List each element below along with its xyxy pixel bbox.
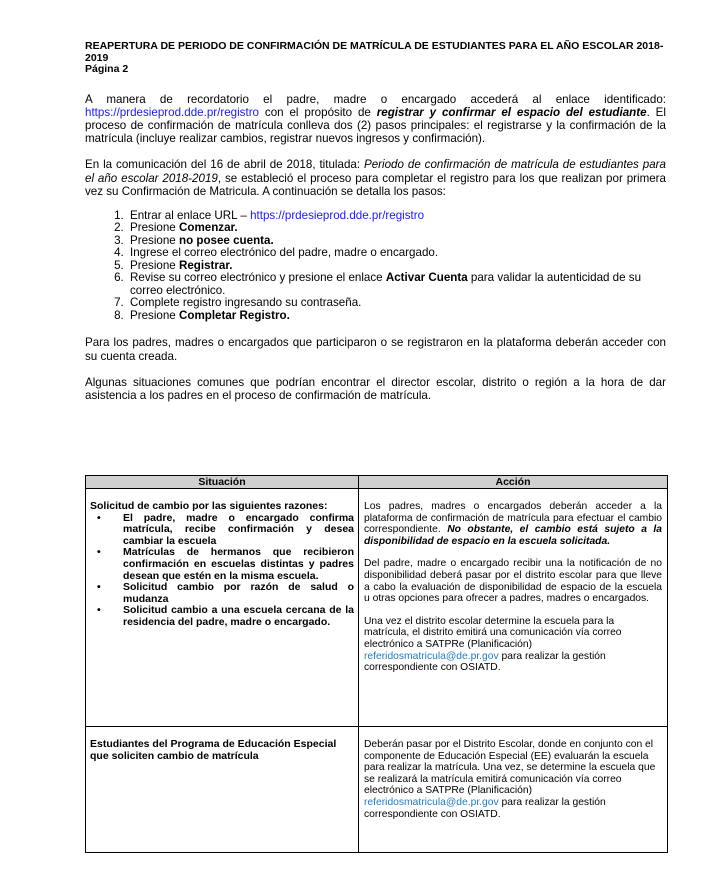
- intro-text: con el propósito de: [259, 105, 377, 119]
- table-row: [86, 489, 668, 727]
- intro-text: A manera de recordatorio el padre, madre o encargado accederá al enlace identificado:: [85, 92, 666, 106]
- action-text: para realizar la gestión correspondiente con OSIATD.: [364, 796, 606, 820]
- situation-cell: [86, 489, 359, 727]
- document-title: REAPERTURA DE PERIODO DE CONFIRMACIÓN DE MATRÍCULA DE ESTUDIANTES PARA EL AÑO ESCOLAR 2018-2019: [85, 40, 664, 64]
- step-bold: Completar Registro.: [178, 308, 290, 322]
- step-text: Ingrese el correo electrónico del padre, madre o encargado.: [130, 246, 439, 260]
- referidos-email-link[interactable]: referidosmatricula@de.pr.gov: [364, 650, 499, 662]
- returning-users-paragraph: Para los padres, madres o encargados que participaron o se registraron en la plataforma deberán acceder con su cuenta creada.: [85, 336, 666, 363]
- situations-table: [85, 475, 668, 853]
- step-registro-link[interactable]: https://prdesieprod.dde.pr/registro: [250, 208, 425, 222]
- situation-bullet: • El padre, madre o encargado confirma matrícula, recibe confirmación y desea cambiar la escuela: [121, 513, 354, 548]
- communication-title: Periodo de confirmación de matrícula de estudiantes para el año escolar 2018-2019: [85, 158, 666, 185]
- action-text: Los padres, madres o encargados deberán acceder a la plataforma de confirmación de matrícula para efectuar el cambio correspondiente.: [364, 501, 662, 536]
- step-text: Revise su correo electrónico y presione el enlace: [130, 271, 386, 285]
- action-paragraph: [364, 739, 662, 820]
- step-text: Presione: [130, 308, 179, 322]
- situation-bullet: • Solicitud cambio a una escuela cercana de la residencia del padre, madre o encargado.: [121, 605, 354, 628]
- intro-paragraph: [85, 93, 666, 146]
- communication-paragraph: [85, 158, 666, 198]
- registro-link[interactable]: https://prdesieprod.dde.pr/registro: [85, 105, 260, 119]
- step-text: Presione: [130, 233, 179, 247]
- action-text: Una vez el distrito escolar determine la escuela para la matrícula, el distrito emitirá una comunicación vía correo electrónico a SATPRe (Planificación): [364, 615, 622, 650]
- action-text: para realizar la gestión correspondiente con OSIATD.: [364, 650, 606, 674]
- step-item: [127, 272, 666, 297]
- document-page: [85, 41, 666, 402]
- action-paragraph: [364, 616, 662, 674]
- situation-cell: [86, 727, 359, 853]
- step-bold: Comenzar.: [178, 221, 238, 235]
- situation-bullet: • Matrículas de hermanos que recibieron confirmación en escuelas distintas y padres desean que estén en la misma escuela.: [121, 547, 354, 582]
- situation-title: Estudiantes del Programa de Educación Especial que soliciten cambio de matrícula: [90, 738, 337, 762]
- referidos-email-link[interactable]: referidosmatricula@de.pr.gov: [364, 796, 499, 808]
- table-header-row: [86, 476, 668, 489]
- action-cell: [359, 489, 668, 727]
- step-text: para validar la autenticidad de su correo electrónico.: [130, 271, 642, 297]
- step-bold: Registrar.: [178, 258, 233, 272]
- action-paragraph: Del padre, madre o encargado recibir una la notificación de no disponibilidad deberá pasar por el distrito escolar para que lleve a cabo la evaluación de disponibilidad de espacio de la escuela u otras opciones para ofrecer a padres, madres o encargados.: [364, 558, 662, 605]
- step-item: [127, 310, 666, 323]
- column-header-accion: Acción: [359, 476, 668, 489]
- step-text: Presione: [130, 258, 179, 272]
- situation-bullets: [90, 513, 354, 629]
- action-emphasis: No obstante, el cambio está sujeto a la disponibilidad de espacio en la escuela solicitada.: [364, 524, 662, 547]
- situations-intro-paragraph: Algunas situaciones comunes que podrían encontrar el director escolar, distrito o región a la hora de dar asistencia a los padres en el proceso de confirmación de matrícula.: [85, 375, 666, 403]
- table-row: [86, 727, 668, 853]
- communication-text: En la comunicación del 16 de abril de 2018, titulada:: [85, 158, 364, 172]
- column-header-situacion: Situación: [86, 476, 359, 489]
- steps-list: [85, 210, 666, 323]
- step-bold: Activar Cuenta: [385, 271, 468, 285]
- step-bold: no posee cuenta.: [178, 233, 274, 247]
- step-text: Presione: [130, 221, 179, 235]
- intro-text: . El proceso de confirmación de matrícula conlleva dos (2) pasos principales: el registrarse y la confirmación de la matrícula (incluye realizar cambios, registrar nuevos ingresos y confirmación).: [85, 105, 666, 146]
- step-text: Complete registro ingresando su contraseña.: [130, 296, 362, 310]
- situation-title: Solicitud de cambio por las siguientes razones:: [90, 500, 328, 512]
- action-text: Deberán pasar por el Distrito Escolar, donde en conjunto con el componente de Educación Especial (EE) evaluarán la escuela para realizar la matrícula. Una vez, se determine la escuela que se realizará la matrícula emitirá comunicación vía correo electrónico a SATPRe (Planificación): [364, 739, 656, 797]
- intro-emphasis: registrar y confirmar el espacio del estudiante: [376, 105, 647, 119]
- action-paragraph: [364, 501, 662, 547]
- communication-text: , se estableció el proceso para completar el registro para los que realizan por primera vez su Confirmación de Matricula. A continuación se detalla los pasos:: [85, 171, 666, 198]
- step-text: Entrar al enlace URL –: [130, 208, 251, 222]
- action-cell: [359, 727, 668, 853]
- situation-bullet: • Solicitud cambio por razón de salud o mudanza: [121, 582, 354, 605]
- page-number: Página 2: [85, 63, 129, 75]
